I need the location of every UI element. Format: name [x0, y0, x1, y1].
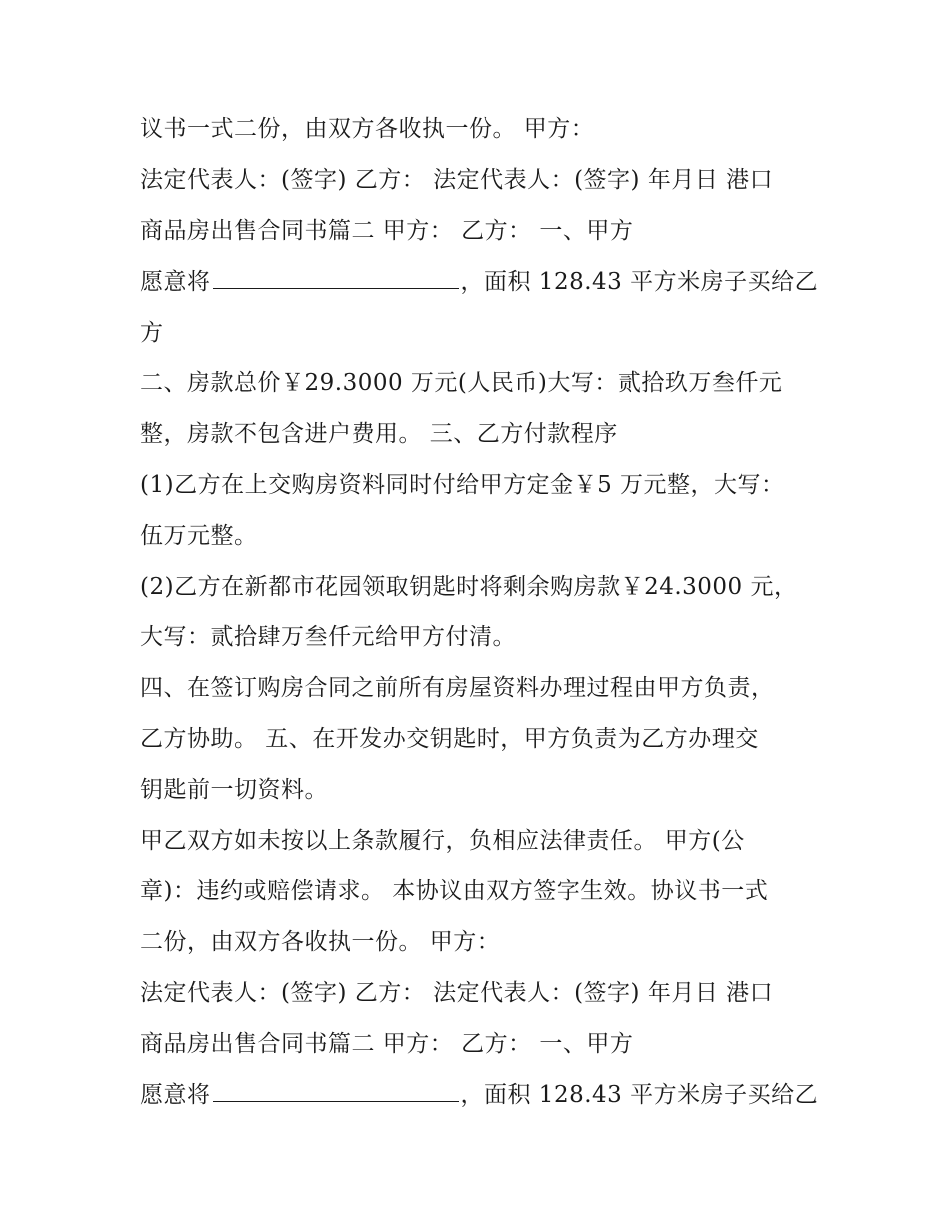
- text-line: 二份，由双方各收执一份。 甲方：: [140, 929, 501, 955]
- fill-in-blank: [213, 1081, 459, 1102]
- text-line: (2)乙方在新都市花园领取钥匙时将剩余购房款￥24.3000 元，: [140, 574, 798, 600]
- text-segment: ，面积 128.43 平方米房子买给乙: [460, 269, 819, 295]
- text-line-with-blank: [140, 1080, 818, 1110]
- text-line: 乙方协助。 五、在开发办交钥匙时，甲方负责为乙方办理交: [140, 726, 759, 752]
- fill-in-blank: [213, 268, 459, 289]
- text-line: 法定代表人：(签字) 乙方： 法定代表人：(签字) 年月日 港口: [140, 167, 774, 193]
- text-line: 商品房出售合同书篇二 甲方： 乙方： 一、甲方: [140, 218, 634, 244]
- text-line: 甲乙双方如未按以上条款履行，负相应法律责任。 甲方(公: [140, 828, 745, 854]
- text-line: 法定代表人：(签字) 乙方： 法定代表人：(签字) 年月日 港口: [140, 980, 774, 1006]
- text-segment: 愿意将: [140, 269, 211, 295]
- text-segment: 愿意将: [140, 1082, 211, 1108]
- text-line: 章)：违约或赔偿请求。 本协议由双方签字生效。协议书一式: [140, 878, 769, 904]
- text-line: 整，房款不包含进户费用。 三、乙方付款程序: [140, 421, 618, 447]
- text-line: 伍万元整。: [140, 523, 258, 549]
- text-line: 二、房款总价￥29.3000 万元(人民币)大写：贰拾玖万叁仟元: [140, 370, 783, 396]
- text-line: 钥匙前一切资料。: [140, 777, 328, 803]
- text-line: 大写：贰拾肆万叁仟元给甲方付清。: [140, 624, 516, 650]
- text-line: 方: [140, 320, 164, 346]
- text-line: 议书一式二份，由双方各收执一份。 甲方：: [140, 116, 595, 142]
- text-line: 商品房出售合同书篇二 甲方： 乙方： 一、甲方: [140, 1031, 634, 1057]
- text-line-with-blank: [140, 267, 818, 297]
- text-line: 四、在签订购房合同之前所有房屋资料办理过程由甲方负责，: [140, 675, 775, 701]
- text-segment: ，面积 128.43 平方米房子买给乙: [460, 1082, 819, 1108]
- text-line: (1)乙方在上交购房资料同时付给甲方定金￥5 万元整，大写：: [140, 472, 785, 498]
